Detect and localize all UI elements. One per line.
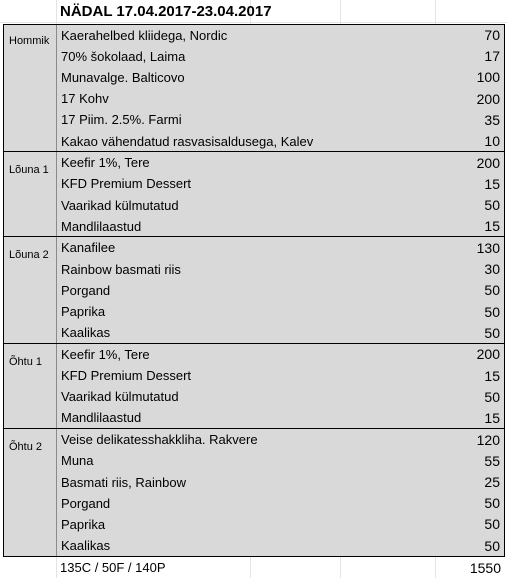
food-row <box>57 173 504 194</box>
food-amount: 50 <box>484 537 500 554</box>
food-name: Munavalge. Balticovo <box>61 69 185 85</box>
macros-summary: 135C / 50F / 140P <box>60 560 166 575</box>
food-row <box>57 152 504 173</box>
food-amount: 70 <box>484 27 500 44</box>
food-name: Porgand <box>61 282 111 298</box>
food-amount: 100 <box>476 69 500 86</box>
food-amount: 200 <box>476 154 500 171</box>
food-row <box>57 322 504 343</box>
food-row <box>57 344 504 365</box>
food-row <box>57 365 504 386</box>
food-name: KFD Premium Dessert <box>61 368 192 384</box>
food-row <box>57 88 504 109</box>
total-value: 1550 <box>469 560 501 576</box>
meal-label-text: Õhtu 1 <box>9 355 43 368</box>
food-row <box>57 514 504 535</box>
food-name: Kakao vähendatud rasvasisaldusega, Kalev <box>61 133 314 149</box>
meal-section <box>3 428 505 557</box>
food-name: Vaarikad külmutatud <box>61 197 179 213</box>
food-amount: 25 <box>484 474 500 491</box>
food-row <box>57 109 504 130</box>
food-name: Kaalikas <box>61 538 111 554</box>
food-amount: 50 <box>484 516 500 533</box>
food-row <box>57 429 504 450</box>
food-row <box>57 535 504 556</box>
food-name: 70% šokolaad, Laima <box>61 48 186 64</box>
food-name: Kaerahelbed kliidega, Nordic <box>61 27 228 43</box>
food-name: KFD Premium Dessert <box>61 176 192 192</box>
meal-label-text: Õhtu 2 <box>9 441 43 454</box>
food-name: 17 Piim. 2.5%. Farmi <box>61 112 182 128</box>
food-row <box>57 216 504 237</box>
food-amount: 130 <box>476 239 500 256</box>
food-name: Porgand <box>61 495 111 511</box>
meal-section-label <box>4 237 57 343</box>
food-name: Keefir 1%, Tere <box>61 346 150 362</box>
food-name: 17 Kohv <box>61 91 109 107</box>
meal-section-label <box>4 344 57 429</box>
food-amount: 35 <box>484 111 500 128</box>
food-row <box>57 407 504 428</box>
food-amount: 200 <box>476 346 500 363</box>
food-name: Veise delikatesshakkliha. Rakvere <box>61 432 258 448</box>
meal-label-text: Hommik <box>9 34 50 47</box>
meal-section <box>3 343 505 430</box>
meal-section-label <box>4 152 57 237</box>
meal-section-label <box>4 429 57 556</box>
totals-row <box>56 558 505 578</box>
food-name: Keefir 1%, Tere <box>61 155 150 171</box>
food-name: Paprika <box>61 516 106 532</box>
food-name: Paprika <box>61 304 106 320</box>
food-name: Kaalikas <box>61 325 111 341</box>
food-row <box>57 46 504 67</box>
food-row <box>57 67 504 88</box>
food-row <box>57 195 504 216</box>
food-name: Muna <box>61 453 94 469</box>
food-name: Mandlilaastud <box>61 218 142 234</box>
food-amount: 50 <box>484 495 500 512</box>
food-amount: 200 <box>476 90 500 107</box>
food-amount: 50 <box>484 197 500 214</box>
food-name: Rainbow basmati riis <box>61 261 181 277</box>
food-row <box>57 471 504 492</box>
meal-section <box>3 151 505 238</box>
food-amount: 50 <box>484 303 500 320</box>
meal-label-text: Lõuna 2 <box>9 249 49 262</box>
food-row <box>57 301 504 322</box>
food-amount: 120 <box>476 431 500 448</box>
food-amount: 15 <box>484 367 500 384</box>
food-row <box>57 130 504 151</box>
food-name: Kanafilee <box>61 240 116 256</box>
food-amount: 15 <box>484 175 500 192</box>
food-name: Mandlilaastud <box>61 410 142 426</box>
food-amount: 50 <box>484 282 500 299</box>
food-row <box>57 386 504 407</box>
food-row <box>57 450 504 471</box>
meal-plan-table <box>3 25 505 557</box>
week-title: NÄDAL 17.04.2017-23.04.2017 <box>60 3 272 20</box>
food-row <box>57 280 504 301</box>
meal-section-label <box>4 25 57 152</box>
food-row <box>57 259 504 280</box>
food-name: Basmati riis, Rainbow <box>61 474 186 490</box>
food-amount: 10 <box>484 133 500 150</box>
food-amount: 30 <box>484 261 500 278</box>
food-row <box>57 237 504 258</box>
food-amount: 55 <box>484 452 500 469</box>
meal-section <box>3 24 505 153</box>
food-amount: 15 <box>484 218 500 235</box>
food-row <box>57 493 504 514</box>
food-amount: 17 <box>484 48 500 65</box>
food-name: Vaarikad külmutatud <box>61 389 179 405</box>
food-amount: 15 <box>484 409 500 426</box>
meal-section <box>3 236 505 344</box>
food-amount: 50 <box>484 324 500 341</box>
food-amount: 50 <box>484 388 500 405</box>
meal-label-text: Lõuna 1 <box>9 164 49 177</box>
food-row <box>57 25 504 46</box>
